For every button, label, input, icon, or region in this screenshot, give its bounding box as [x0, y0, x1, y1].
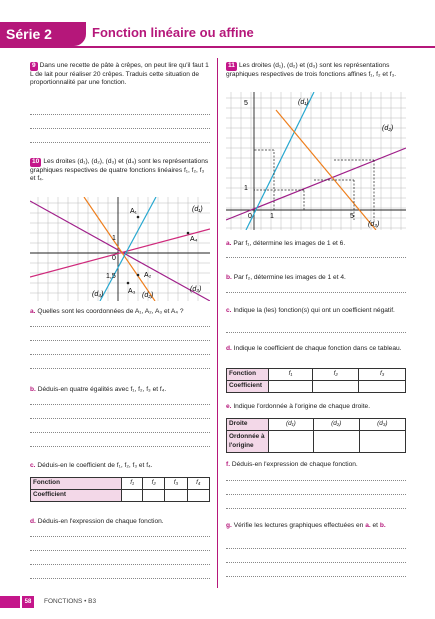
exercise-number: 9	[32, 62, 36, 69]
answer-line[interactable]	[226, 562, 406, 563]
answer-line[interactable]	[30, 354, 210, 355]
answer-line[interactable]	[30, 340, 210, 341]
line-d4	[30, 201, 210, 301]
footer-text: FONCTIONS • B3	[44, 598, 97, 605]
table-header-ordonnee: Ordonnée à l'origine	[227, 431, 269, 453]
table-cell[interactable]	[143, 490, 165, 502]
answer-line[interactable]	[30, 578, 210, 579]
table-header-coefficient: Coefficient	[31, 490, 122, 502]
label-zero: 0	[112, 255, 116, 262]
answer-line[interactable]	[226, 576, 406, 577]
table-header-function: Fonction	[31, 478, 122, 490]
question-11d: d. Indique le coefficient de chaque fonction dans ce tableau.	[226, 345, 402, 352]
label-a4: A₄	[190, 236, 198, 243]
label-zero: 0	[248, 213, 252, 220]
label-d2: (d₂)	[382, 125, 394, 132]
exercise-9	[30, 62, 210, 88]
graph-ex11	[226, 92, 406, 230]
label-a1: A₁	[130, 208, 138, 215]
table-cell[interactable]	[165, 490, 187, 502]
question-11f: f. Déduis-en l'expression de chaque fonction.	[226, 461, 358, 468]
column-separator	[217, 58, 218, 588]
label-a3: A₃	[128, 288, 136, 295]
exercise-number: 10	[32, 158, 40, 165]
answer-line[interactable]	[30, 550, 210, 551]
label-d1: (d₁)	[298, 99, 309, 106]
header-rule	[0, 46, 435, 48]
table-cell[interactable]	[313, 381, 359, 393]
table-cell[interactable]	[359, 381, 406, 393]
point-a4	[187, 232, 190, 235]
table-cell[interactable]	[359, 431, 405, 453]
answer-line[interactable]	[30, 564, 210, 565]
exercise-number: 11	[228, 62, 235, 69]
exercise-text: Les droites (d₁), (d₂), (d₃) et (d₄) sont les représentations graphiques respectives de quatre fonctions linéaires f₁, f₂, f₃ et f₄.	[30, 158, 209, 183]
table-header-coefficient: Coefficient	[227, 381, 269, 393]
table-cell[interactable]	[269, 381, 313, 393]
page-number: 58	[22, 596, 34, 608]
label-d3: (d₃)	[190, 286, 202, 293]
point-a2	[137, 274, 140, 277]
answer-line[interactable]	[30, 446, 210, 447]
label-d1: (d₁)	[192, 206, 203, 213]
question-10c: c. Déduis-en le coefficient de f₁, f₂, f₃ et f₄.	[30, 462, 153, 469]
graph-ex10	[30, 197, 210, 301]
exercise-11	[226, 62, 406, 79]
exercise-text: Dans une recette de pâte à crêpes, on peut lire qu'il faut 1 L de lait pour réaliser 20 crêpes. Traduis cette situation de proportionnalité par une fonction.	[30, 62, 209, 87]
serie-tab: Série 2	[0, 22, 86, 46]
question-11b: b. Par f₂, détermine les images de 1 et 4.	[226, 274, 346, 281]
table-header-function: Fonction	[227, 369, 269, 381]
answer-line[interactable]	[226, 508, 406, 509]
coefficient-table-10: Fonction f₁ f₂ f₃ f₄ Coefficient	[30, 477, 210, 502]
point-a1	[137, 216, 140, 219]
table-cell[interactable]	[313, 431, 359, 453]
answer-line[interactable]	[30, 128, 210, 129]
answer-line[interactable]	[226, 494, 406, 495]
page-title: Fonction linéaire ou affine	[92, 25, 254, 40]
question-11e: e. Indique l'ordonnée à l'origine de chaque droite.	[226, 403, 371, 410]
question-10d: d. Déduis-en l'expression de chaque fonction.	[30, 518, 164, 525]
question-11c: c. Indique la (les) fonction(s) qui ont un coefficient négatif.	[226, 307, 395, 314]
label-d4: (d₄)	[92, 291, 104, 298]
question-11g: g. Vérifie les lectures graphiques effectuées en a. et b.	[226, 522, 386, 529]
table-cell[interactable]	[269, 431, 314, 453]
table-cell[interactable]	[187, 490, 209, 502]
answer-line[interactable]	[30, 114, 210, 115]
table-header-droite: Droite	[227, 419, 269, 431]
exercise-text: Les droites (d₁), (d₂) et (d₃) sont les représentations graphiques respectives de trois fonctions affines f₁, f₂ et f₃.	[226, 62, 397, 78]
label-a2: A₂	[144, 272, 152, 279]
label-one-five: 1,5	[106, 273, 116, 280]
answer-line[interactable]	[30, 432, 210, 433]
answer-line[interactable]	[30, 536, 210, 537]
answer-line[interactable]	[30, 418, 210, 419]
exercise-10	[30, 158, 210, 184]
answer-line[interactable]	[226, 548, 406, 549]
answer-line[interactable]	[226, 257, 406, 258]
intercept-table-11: Droite (d₁) (d₂) (d₃) Ordonnée à l'origine	[226, 418, 406, 453]
label-x-five: 5	[350, 213, 354, 220]
label-d3: (d₃)	[368, 221, 380, 228]
answer-line[interactable]	[30, 368, 210, 369]
label-d2: (d₂)	[142, 292, 154, 299]
label-y-five: 5	[244, 100, 248, 107]
answer-line[interactable]	[30, 326, 210, 327]
answer-line[interactable]	[226, 332, 406, 333]
coefficient-table-11: Fonction f₁ f₂ f₃ Coefficient	[226, 368, 406, 393]
point-a3	[127, 282, 130, 285]
line-d2	[84, 197, 155, 301]
answer-line[interactable]	[226, 480, 406, 481]
question-10b: b. Déduis-en quatre égalités avec f₁, f₂, f₃ et f₄.	[30, 386, 167, 393]
label-y-one: 1	[244, 185, 248, 192]
label-one: 1	[112, 235, 116, 242]
question-11a: a. Par f₁, détermine les images de 1 et 6.	[226, 240, 346, 247]
label-x-one: 1	[270, 213, 274, 220]
answer-line[interactable]	[30, 404, 210, 405]
table-cell[interactable]	[122, 490, 143, 502]
answer-line[interactable]	[30, 142, 210, 143]
footer-bar	[0, 596, 20, 608]
answer-line[interactable]	[226, 292, 406, 293]
question-10a: a. Quelles sont les coordonnées de A₁, A₂, A₃ et A₄ ?	[30, 308, 184, 315]
